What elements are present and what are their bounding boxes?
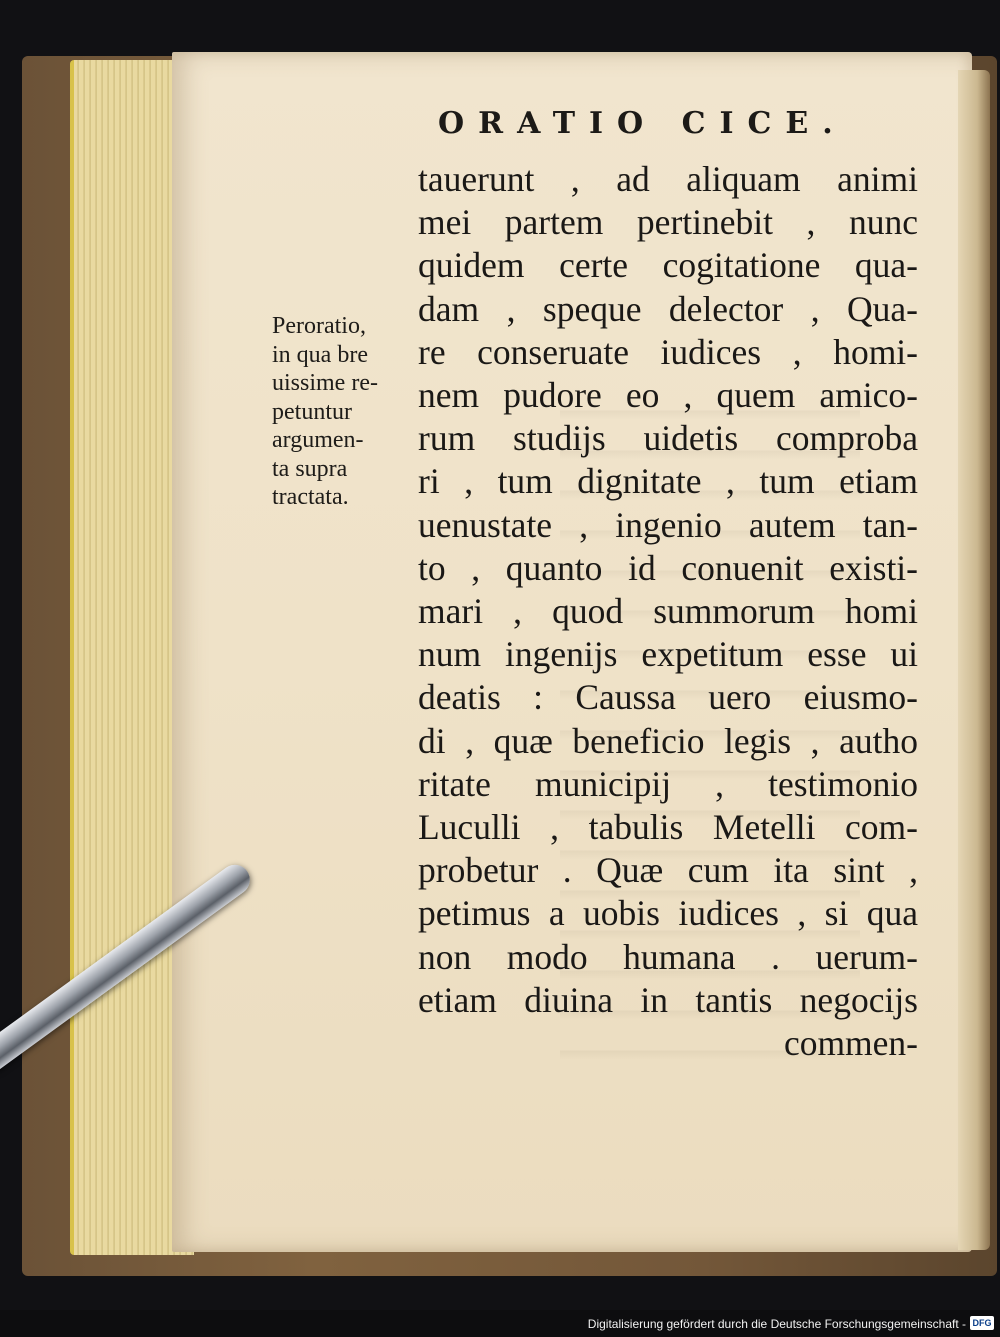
marginal-line: petuntur <box>272 398 352 425</box>
text-line: etiam diuina in tantis negocijs <box>418 979 918 1020</box>
text-line: nem pudore eo , quem amico- <box>418 375 918 416</box>
dfg-logo-icon: DFG <box>970 1316 994 1330</box>
text-line: deatis : Caussa uero eiusmo- <box>418 677 918 718</box>
marginal-line: tractata. <box>272 484 349 510</box>
text-line: di , quæ beneficio legis , autho <box>418 720 918 761</box>
marginal-line: in qua bre <box>272 341 368 368</box>
text-line: non modo humana . uerum- <box>418 936 918 977</box>
text-line: quidem certe cogitatione qua- <box>418 245 918 286</box>
catchword: commen- <box>783 1023 918 1064</box>
text-line: uenustate , ingenio autem tan- <box>418 504 918 545</box>
marginal-line: argumen- <box>272 427 364 453</box>
body-text <box>418 158 918 1065</box>
marginal-line: ta supra <box>272 455 348 482</box>
text-line: petimus a uobis iudices , si qua <box>418 893 918 934</box>
text-line: re conseruate iudices , homi- <box>418 331 918 372</box>
text-line: num ingenijs expetitum esse ui <box>418 634 918 675</box>
text-line: dam , speque delector , Qua- <box>418 288 918 329</box>
footer-bar <box>0 1310 1000 1337</box>
text-line: ri , tum dignitate , tum etiam <box>418 461 918 502</box>
text-line: mei partem pertinebit , nunc <box>418 202 918 243</box>
text-line: probetur . Quæ cum ita sint , <box>418 850 918 891</box>
text-line: tauerunt , ad aliquam animi <box>418 159 918 199</box>
text-line: ritate municipij , testimonio <box>418 763 918 804</box>
marginal-line: Peroratio, <box>272 313 366 339</box>
text-line: Luculli , tabulis Metelli com- <box>418 807 918 848</box>
marginal-line: uissime re- <box>272 370 378 396</box>
marginal-note <box>272 312 412 512</box>
text-line: to , quanto id conuenit existi- <box>418 547 918 588</box>
funding-credit: Digitalisierung gefördert durch die Deutsche Forschungsgemeinschaft - <box>587 1317 966 1331</box>
running-head: ORATIO CICE. <box>438 106 847 141</box>
text-line: rum studijs uidetis comproba <box>418 418 918 459</box>
text-line: mari , quod summorum homi <box>418 591 918 632</box>
facing-page-edge <box>958 70 990 1250</box>
